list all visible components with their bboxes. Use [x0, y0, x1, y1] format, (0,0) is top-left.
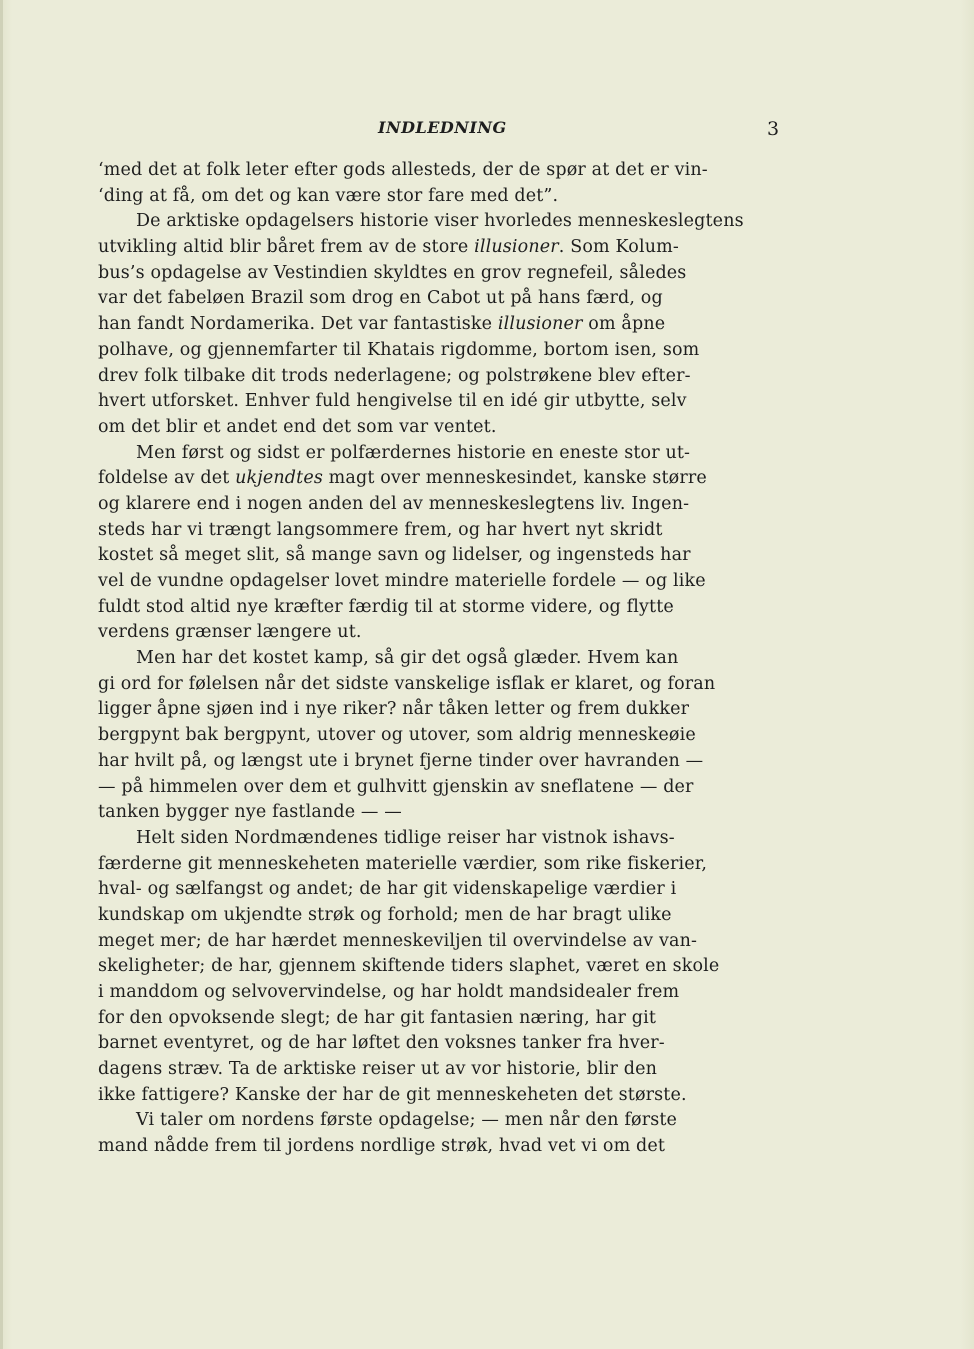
text-line: mand nådde frem til jordens nordlige strøk, hvad vet vi om det	[98, 1136, 666, 1157]
text-line: har hvilt på, og længst ute i brynet fjerne tinder over havranden —	[98, 750, 704, 771]
text-line: i manddom og selvovervindelse, og har holdt mandsidealer frem	[98, 982, 680, 1002]
text-line: kundskap om ukjendte strøk og forhold; men de har bragt ulike	[98, 904, 672, 925]
text-line: bergpynt bak bergpynt, utover og utover, som aldrig menneskeøie	[98, 725, 696, 746]
text-line: var det fabeløen Brazil som drog en Cabot ut på hans færd, og	[98, 288, 663, 309]
text-line: verdens grænser længere ut.	[98, 622, 362, 643]
text-line: polhave, og gjennemfarter til Khatais rigdomme, bortom isen, som	[98, 339, 700, 360]
page-header	[0, 118, 974, 144]
text-line: Vi taler om nordens første opdagelse; — men når den første	[136, 1110, 678, 1131]
text-line: drev folk tilbake dit trods nederlagene; og polstrøkene blev efter-	[98, 365, 691, 386]
text-line: om det blir et andet end det som var ventet.	[98, 416, 497, 437]
text-line: Men har det kostet kamp, så gir det også glæder. Hvem kan	[136, 648, 679, 669]
text-line: meget mer; de har hærdet menneskeviljen til overvindelse av van-	[98, 930, 698, 951]
text-line: vel de vundne opdagelser lovet mindre materielle fordele — og like	[98, 571, 706, 591]
italic-word: illusioner	[497, 314, 583, 335]
text-line: steds har vi trængt langsommere frem, og har hvert nyt skridt	[98, 519, 663, 540]
text-line: — på himmelen over dem et gulhvitt gjenskin av sneflatene — der	[98, 776, 694, 797]
text-line: færderne git menneskeheten materielle værdier, som rike fiskerier,	[98, 853, 708, 874]
text-line: ‘med det at folk leter efter gods allesteds, der de spør at det er vin-	[98, 160, 708, 180]
text-line: ‘ding at få, om det og kan være stor fare med det”.	[98, 185, 559, 206]
text-line: fuldt stod altid nye kræfter færdig til at storme videre, og flytte	[98, 596, 674, 617]
text-line: utvikling altid blir båret frem av de store illusioner. Som Kolum-	[98, 237, 679, 258]
text-line: dagens stræv. Ta de arktiske reiser ut av vor historie, blir den	[98, 1059, 658, 1080]
text-line: Men først og sidst er polfærdernes historie en eneste stor ut-	[136, 442, 691, 463]
page-number: 3	[767, 118, 780, 140]
text-line: kostet så meget slit, så mange savn og lidelser, og ingensteds har	[98, 545, 691, 566]
text-line: bus’s opdagelse av Vestindien skyldtes en grov regnefeil, således	[98, 262, 687, 283]
text-line: og klarere end i nogen anden del av menneskeslegtens liv. Ingen-	[98, 493, 690, 514]
text-line: gi ord for følelsen når det sidste vanskelige isflak er klaret, og foran	[98, 673, 716, 694]
text-line: ligger åpne sjøen ind i nye riker? når tåken letter og frem dukker	[98, 699, 690, 720]
text-line: han fandt Nordamerika. Det var fantastiske illusioner om åpne	[98, 314, 666, 335]
text-line: for den opvoksende slegt; de har git fantasien næring, har git	[98, 1007, 657, 1028]
body-text	[98, 158, 783, 1160]
text-line: hval- og sælfangst og andet; de har git videnskapelige værdier i	[98, 879, 677, 900]
text-line: De arktiske opdagelsers historie viser hvorledes menneskeslegtens	[136, 211, 744, 232]
page-edge	[0, 0, 3, 1349]
text-line: ikke fattigere? Kanske der har de git menneskeheten det største.	[98, 1084, 687, 1105]
text-line: tanken bygger nye fastlande — —	[98, 802, 402, 823]
text-line: Helt siden Nordmændenes tidlige reiser har vistnok ishavs-	[136, 827, 675, 848]
text-line: foldelse av det ukjendtes magt over menneskesindet, kanske større	[98, 468, 707, 489]
running-head: INDLEDNING	[378, 118, 507, 137]
italic-word: ukjendtes	[235, 468, 323, 489]
text-line: barnet eventyret, og de har løftet den voksnes tanker fra hver-	[98, 1033, 665, 1054]
text-line: hvert utforsket. Enhver fuld hengivelse til en idé gir utbytte, selv	[98, 391, 687, 412]
italic-word: illusioner	[474, 237, 559, 258]
text-line: skeligheter; de har, gjennem skiftende tiders slaphet, været en skole	[98, 956, 720, 977]
